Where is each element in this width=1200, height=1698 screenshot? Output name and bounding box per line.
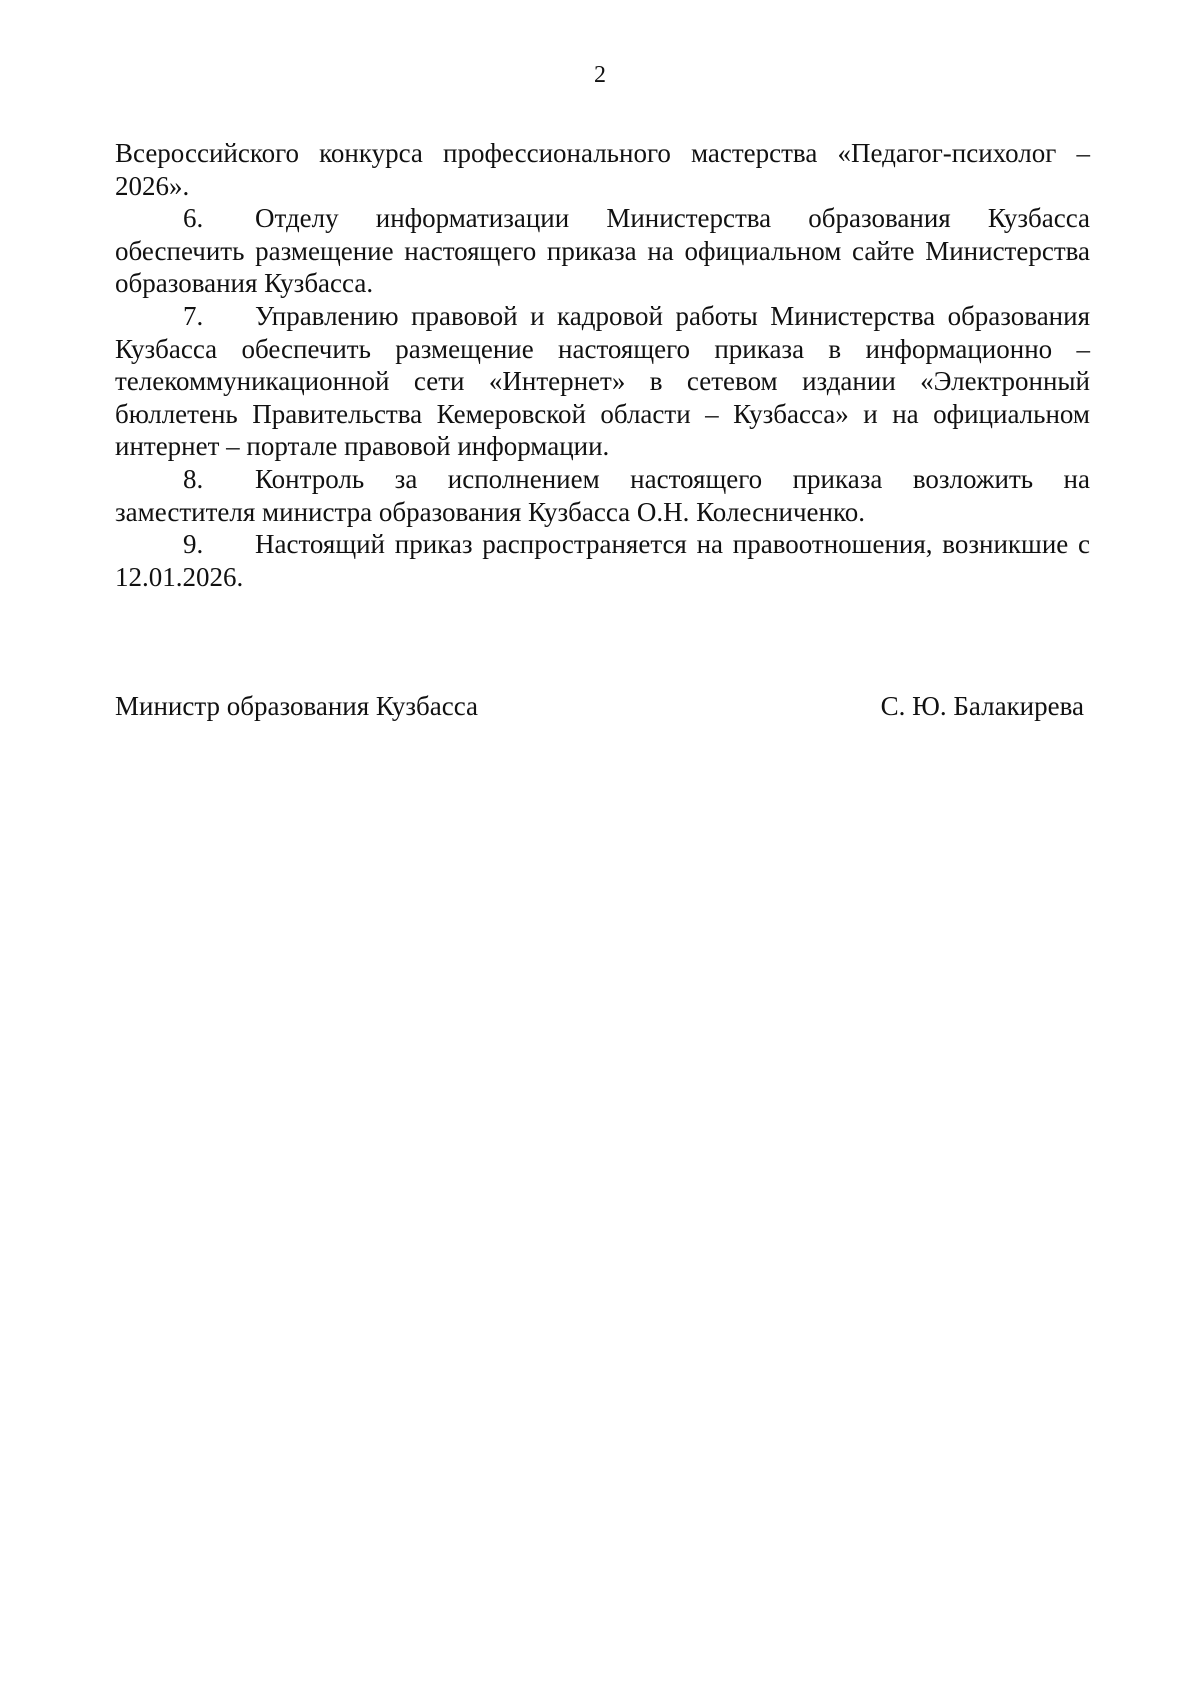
signatory-name: С. Ю. Балакирева — [880, 691, 1084, 721]
signature-block — [115, 690, 1090, 722]
page-number: 2 — [594, 62, 606, 88]
paragraph-text: Всероссийского конкурса профессионального мастерства «Педагог-психолог – 2026». — [115, 138, 1090, 201]
paragraph-text: Настоящий приказ распространяется на правоотношения, возникшие с 12.01.2026. — [115, 529, 1090, 592]
paragraph-text: Управлению правовой и кадровой работы Министерства образования Кузбасса обеспечить размещение настоящего приказа в информационно – телекоммуникационной сети «Интернет» в сетевом издании «Электронный бюллетень Правительства Кемеровской области – Кузбасса» и на официальном интернет – портале правовой информации. — [115, 300, 1090, 462]
paragraph-text: Контроль за исполнением настоящего приказа возложить на заместителя министра образования Кузбасса О.Н. Колесниченко. — [115, 463, 1090, 527]
paragraph-number: 8. — [183, 463, 204, 494]
paragraph-continuation — [115, 137, 1090, 202]
signatory-position: Министр образования Кузбасса — [115, 691, 479, 721]
paragraph-item-8 — [115, 463, 1090, 528]
paragraph-text: Отделу информатизации Министерства образования Кузбасса обеспечить размещение настоящего приказа на официальном сайте Министерства образования Кузбасса. — [115, 203, 1090, 299]
paragraph-number: 7. — [183, 300, 204, 331]
paragraph-item-7 — [115, 300, 1090, 463]
paragraph-number: 6. — [183, 203, 204, 234]
paragraph-item-6 — [115, 202, 1090, 300]
document-body — [115, 137, 1090, 593]
paragraph-item-9 — [115, 528, 1090, 593]
paragraph-number: 9. — [183, 529, 204, 560]
